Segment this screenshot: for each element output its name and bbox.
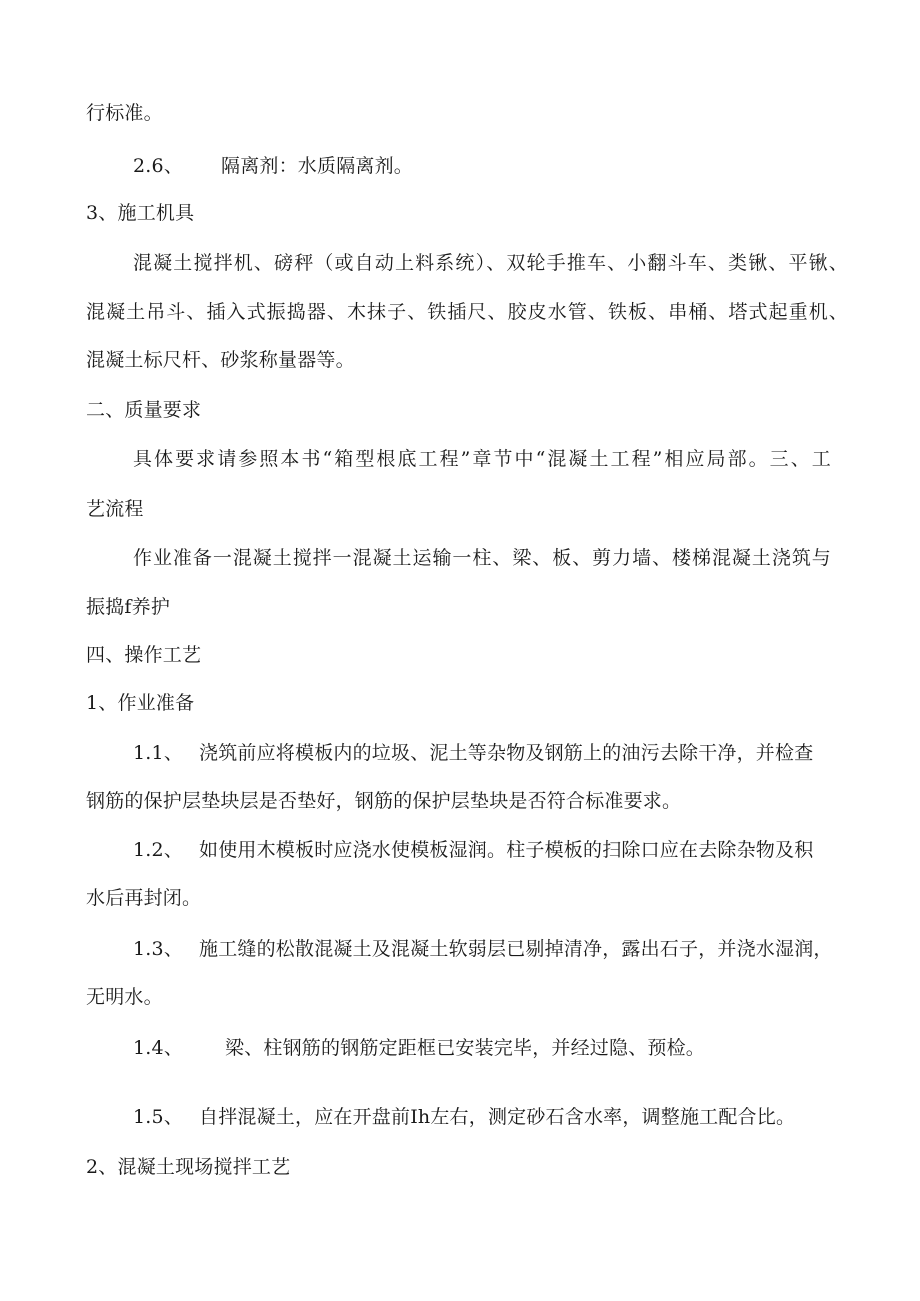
heading-text: 四、操作工艺 [86, 644, 202, 666]
section-heading [86, 201, 194, 225]
numbered-item-1-3 [133, 937, 833, 961]
text-line [86, 348, 355, 372]
text-line [133, 447, 831, 471]
item-text: 梁、柱钢筋的钢筋定距框已安装完毕，并经过隐、预检。 [225, 1037, 706, 1059]
numbered-item-1-4 [133, 1036, 705, 1060]
heading-text: 二、质量要求 [86, 399, 202, 421]
line-text: 水后再封闭。 [86, 887, 202, 909]
section-heading [86, 398, 201, 422]
item-text: 隔离剂：水质隔离剂。 [221, 155, 414, 177]
line-text: 混凝土标尺杆、砂浆称量器等。 [86, 349, 355, 371]
line-text: 混凝土搅拌机、磅秤（或自动上料系统）、双轮手推车、小翻斗车、类锹、平锹、 [133, 252, 848, 274]
heading-text: 3、施工机具 [86, 202, 195, 224]
item-number: 1.2、 [133, 839, 184, 861]
text-line [86, 985, 163, 1009]
item-number: 1.1、 [133, 742, 184, 764]
line-text: 艺流程 [86, 498, 144, 520]
text-line [133, 546, 831, 570]
line-text: 混凝土吊斗、插入式振捣器、木抹子、铁插尺、胶皮水管、铁板、串桶、塔式起重机、 [86, 301, 848, 323]
item-number: 1.5、 [133, 1106, 184, 1128]
line-text: 振捣f养护 [86, 596, 171, 618]
heading-text: 2、混凝土现场搅拌工艺 [86, 1156, 291, 1178]
text-line [86, 595, 170, 619]
line-text: 作业准备一混凝土搅拌一混凝土运输一柱、梁、板、剪力墙、楼梯混凝土浇筑与 [133, 547, 831, 569]
numbered-item-1-2 [133, 838, 813, 862]
text-line [86, 886, 201, 910]
item-text: 浇筑前应将模板内的垃圾、泥土等杂物及钢筋上的油污去除干净，并检查 [199, 742, 814, 764]
section-heading [86, 1155, 290, 1179]
text-line [86, 497, 144, 521]
item-number: 1.3、 [133, 938, 184, 960]
line-text: 行标准。 [86, 102, 163, 124]
numbered-item-2-6 [133, 154, 413, 178]
text-line [86, 101, 163, 125]
text-line [86, 300, 848, 324]
item-number: 2.6、 [133, 155, 184, 177]
heading-text: 1、作业准备 [86, 692, 195, 714]
text-line [133, 251, 848, 275]
line-text: 具体要求请参照本书“箱型根底工程”章节中“混凝土工程”相应局部。三、工 [133, 448, 831, 470]
item-text: 如使用木模板时应浇水使模板湿润。柱子模板的扫除口应在去除杂物及积 [199, 839, 814, 861]
line-text: 无明水。 [86, 986, 163, 1008]
item-number: 1.4、 [133, 1037, 184, 1059]
text-line [86, 789, 681, 813]
numbered-item-1-5 [133, 1105, 795, 1129]
section-heading [86, 643, 201, 667]
section-heading [86, 691, 194, 715]
numbered-item-1-1 [133, 741, 813, 765]
item-text: 自拌混凝土，应在开盘前Ih左右，测定砂石含水率，调整施工配合比。 [199, 1106, 796, 1128]
line-text: 钢筋的保护层垫块层是否垫好，钢筋的保护层垫块是否符合标准要求。 [86, 790, 682, 812]
item-text: 施工缝的松散混凝土及混凝土软弱层已剔掉清净，露出石子，并浇水湿润， [199, 938, 833, 960]
